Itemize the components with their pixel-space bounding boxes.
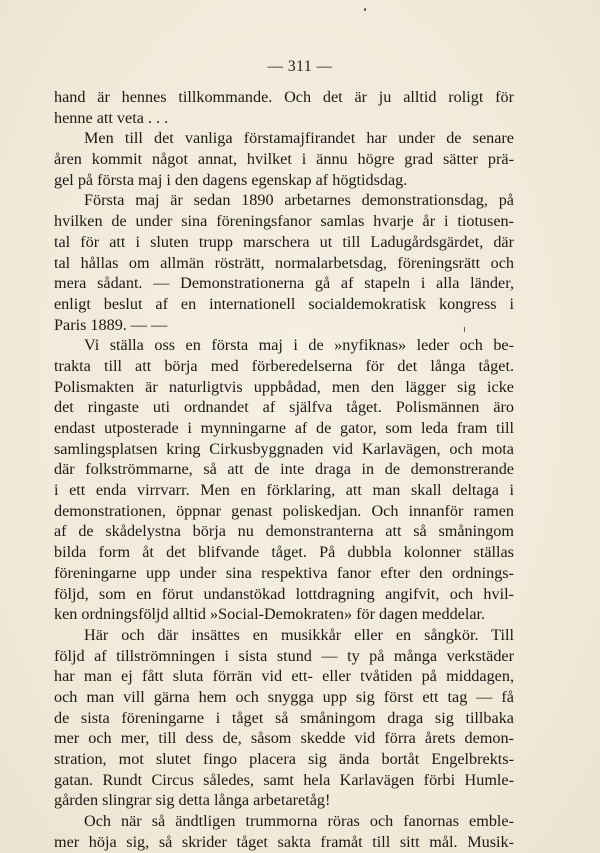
- paper-speck: [364, 8, 366, 11]
- text-line: Här och där insättes en musikkår eller en sångkör. Till: [84, 625, 514, 644]
- text-line: Och när så ändtligen trummorna röras och fanornas emble-: [84, 812, 514, 831]
- text-line: de sista föreningarne i tåget så småningom draga sig tillbaka: [54, 708, 514, 727]
- text-line: hvilken de under sina föreningsfanor samlas hvarje år i tiotusen-: [54, 212, 514, 231]
- text-line: demonstrationen, öppnar genast poliskedjan. Och innanför ramen: [54, 501, 514, 520]
- text-line: i ett enda virrvarr. Men en förklaring, att man skall deltaga i: [54, 481, 514, 500]
- text-line: stration, mot slutet fingo placera sig ända bortåt Engelbrekts-: [54, 750, 514, 768]
- text-line: endast utposterade i mynningarne af de gator, som leda fram till: [54, 419, 514, 437]
- text-line: följd af tillströmningen i sista stund — ty på många verkstäder: [54, 646, 514, 665]
- body-text: [54, 87, 514, 852]
- text-line: gatan. Rundt Circus således, samt hela Karlavägen förbi Humle-: [54, 770, 514, 789]
- text-line: af de skådelystna börja nu demonstranterna att så småningom: [54, 522, 514, 541]
- text-line: gården slingrar sig detta långa arbetaretåg!: [54, 791, 331, 810]
- text-line: åren kommit något annat, hvilket i ännu högre grad sätter prä-: [54, 150, 514, 169]
- text-line: gel på första maj i den dagens egenskap af högtidsdag.: [54, 170, 408, 189]
- text-line: har man ej fått sluta förrän vid ett- eller tvåtiden på middagen,: [54, 667, 514, 686]
- text-line: mer och mer, till dess de, såsom skedde vid förra årets demon-: [54, 729, 514, 748]
- text-line: det ringaste uti ordnandet af själfva tåget. Polismännen äro: [54, 398, 514, 417]
- text-line: hand är hennes tillkommande. Och det är ju alltid roligt för: [54, 88, 514, 106]
- text-line: mer höja sig, så skrider tåget sakta framåt till sitt mål. Musik-: [54, 832, 514, 851]
- text-line: där folkströmmarne, så att de inte draga in de demonstrerande: [54, 460, 514, 479]
- text-line: Vi ställa oss en första maj i de »nyfiknas» leder och be-: [84, 336, 514, 355]
- text-line: Men till det vanliga förstamajfirandet har under de senare: [84, 129, 514, 148]
- text-line: och man vill gärna hem och snygga upp sig först ett tag — få: [54, 687, 514, 706]
- text-line: tal för att i sluten trupp marschera ut till Ladugårdsgärdet, där: [54, 232, 514, 251]
- text-line: föreningarne upp under sina respektiva fanor efter den ordnings-: [54, 563, 514, 582]
- text-line: tal hållas om allmän rösträtt, normalarbetsdag, föreningsrätt och: [54, 253, 514, 272]
- text-line: Polismakten är naturligtvis uppbådad, men den lägger sig icke: [54, 377, 514, 396]
- text-line: bilda form åt det blifvande tåget. På dubbla kolonner ställas: [54, 543, 514, 562]
- text-line: följd, som en förut undanstökad lottdragning angifvit, och hvil-: [54, 584, 514, 603]
- text-line: samlingsplatsen kring Cirkusbyggnaden vid Karlavägen, och mota: [54, 439, 514, 458]
- text-line: enligt beslut af en internationell socialdemokratisk kongress i: [54, 294, 514, 313]
- paper-speck: [464, 327, 465, 332]
- text-line: Paris 1889. — —: [54, 315, 168, 334]
- text-line: henne att veta . . .: [54, 108, 169, 127]
- text-line: trakta till att börja med förberedelserna för det långa tåget.: [54, 356, 514, 375]
- page-number: — 311 —: [267, 58, 333, 75]
- text-line: ken ordningsföljd alltid »Social-Demokraten» för dagen meddelar.: [54, 605, 486, 624]
- text-line: Första maj är sedan 1890 arbetarnes demonstrationsdag, på: [84, 191, 514, 210]
- text-line: mera sådant. — Demonstrationerna gå af stapeln i alla länder,: [54, 274, 514, 293]
